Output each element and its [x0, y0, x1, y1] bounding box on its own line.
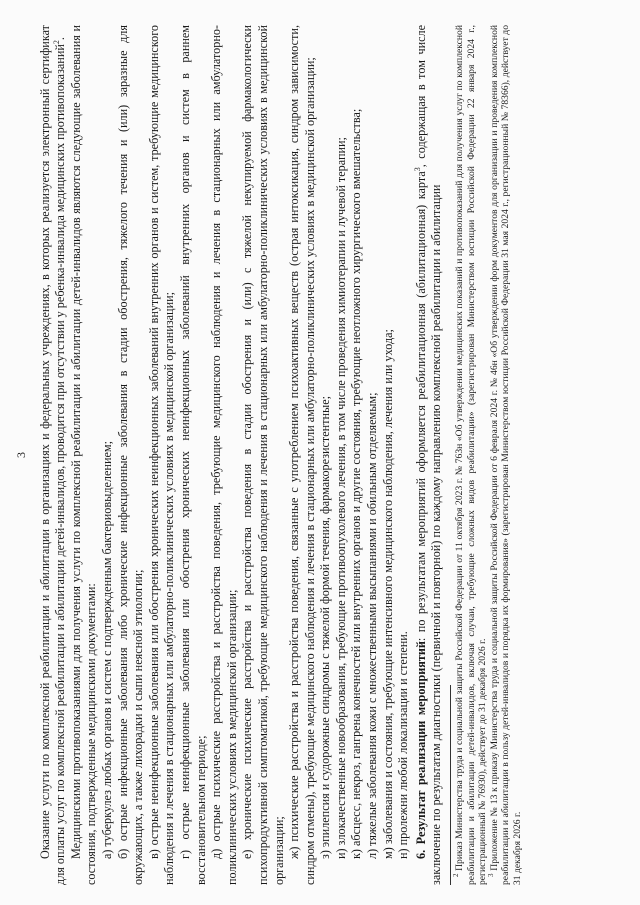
list-item: н) пролежни любой локализации и степени.: [396, 631, 411, 859]
list-item: л) тяжелые заболевания кожи с множественными высыпаниями и обильным отделяемым;: [365, 392, 380, 859]
list-item: м) заболевания и состояния, требующие интенсивного медицинского наблюдения, лечения или ухода;: [380, 329, 395, 859]
footnote-mark: 2: [451, 873, 460, 877]
footnote-text: Приложение № 13 к приказу Министерства труда и социальной защиты Российской Федерации от 6 февраля 2024 г. № 46н «Об утверждении форм документов для организации и проведения комплексной реабилитации и абилитации в пользу детей-инвалидов и порядка их формирования» (зарегистрирован Министерством юстиции Российской Федерации 31 мая 2024 г., регистрационный № 78366), действует до 31 декабря 2026 г.: [488, 25, 523, 885]
footnote-ref-2[interactable]: 2: [52, 40, 62, 45]
list-item: ж) психические расстройства и расстройства поведения, связанные с употреблением психоактивных веществ (острая интоксикация, синдром зависимости, синдром отмены), требующие медицинского наблюдения и лечения в стационарных или амбулаторно-поликлинических условиях в медицинской организации;: [287, 25, 317, 885]
footnote-ref-3[interactable]: 3: [412, 167, 422, 172]
list-item: в) острые неинфекционные заболевания или обострения хронических неинфекционных заболеваний внутренних органов и систем, требующие медицинского наблюдения и лечения в стационарных или амбулаторно-поликлинических условиях в медицинской организации;: [146, 25, 177, 885]
footnote-text: Приказ Министерства труда и социальной защиты Российской Федерации от 11 октября 2023 г. № 763н «Об утверждении медицинских показаний и противопоказаний для получения услуг по комплексной реабилитации и абилитации детей-инвалидов, включая случаи, требующие сложных видов реабилитации» (зарегистрирован Министерством юстиции Российской Федерации 22 января 2024 г., регистрационный № 76930), действует до 31 декабря 2026 г.: [454, 25, 489, 885]
footnote-3: [486, 25, 524, 885]
list-item: б) острые инфекционные заболевания либо хронические инфекционные заболевания в стадии обострения, тяжелого течения и (или) заразные для окружающих, а также лихорадки и сыпи неясной этиологии;: [115, 25, 146, 885]
section-6-heading: 6. Результат реализации мероприятий: [413, 641, 428, 859]
contraindications-heading: Медицинскими противопоказаниями для получения услуги по комплексной реабилитации и абилитации детей-инвалидов являются следующие заболевания и состояния, подтвержденные медицинскими документами:: [68, 25, 99, 885]
section-6-text: : по результатам мероприятий оформляется реабилитационная (абилитационная) карта: [413, 171, 428, 642]
footnote-divider: [450, 685, 451, 885]
section-6-paragraph: [414, 25, 445, 885]
footnote-2: [451, 25, 489, 885]
page-number: 3: [14, 452, 28, 458]
list-item: е) хронические психические расстройства и расстройства поведения в стадии обострения и (или) с тяжелой некупируемой фармакологически психопродуктивной симптоматикой, требующие медицинского наблюдения и лечения в стационарных или амбулаторно-поликлинических условиях в медицинской организации;: [240, 25, 286, 885]
list-item: к) абсцесс, некроз, гангрена конечностей или внутренних органов и другие состояния, требующие неотложного хирургического вмешательства;: [349, 108, 364, 859]
section-6-text-cont: , содержащая в том числе заключение по результатам диагностики (первичной и повторной) по каждому направлению комплексной реабилитации и абилитации: [413, 25, 444, 885]
list-item: а) туберкулез любых органов и систем с подтвержденным бактериовыделением;: [99, 441, 114, 859]
contraindications-list: [100, 25, 412, 885]
footnote-mark: 3: [486, 873, 495, 877]
rotated-document-body: [14, 25, 624, 885]
intro-end: .: [53, 37, 68, 41]
intro-text: Оказание услуги по комплексной реабилитации и абилитации в организациях и федеральных учреждениях, в которых реализуется электронный сертификат для оплаты услуг по комплексной реабилитации и абилитации детей-инвалидов, проводится при отсутствии у ребенка-инвалида медицинских противопоказаний: [37, 25, 68, 885]
list-item: г) острые неинфекционные заболевания или обострения хронических неинфекционных заболеваний внутренних органов и систем в раннем восстановительном периоде;: [177, 25, 208, 885]
list-item: з) эпилепсия и судорожные синдромы с тяжелой формой течения, фармакорезистентные;: [318, 395, 333, 859]
intro-paragraph: [38, 25, 69, 885]
list-item: и) злокачественные новообразования, требующие противоопухолевого лечения, в том числе проведения химиотерапии и лучевой терапии;: [333, 137, 348, 859]
list-item: д) острые психические расстройства и расстройства поведения, требующие медицинского наблюдения и лечения в стационарных или амбулаторно-поликлинических условиях в медицинской организации;: [209, 25, 239, 885]
